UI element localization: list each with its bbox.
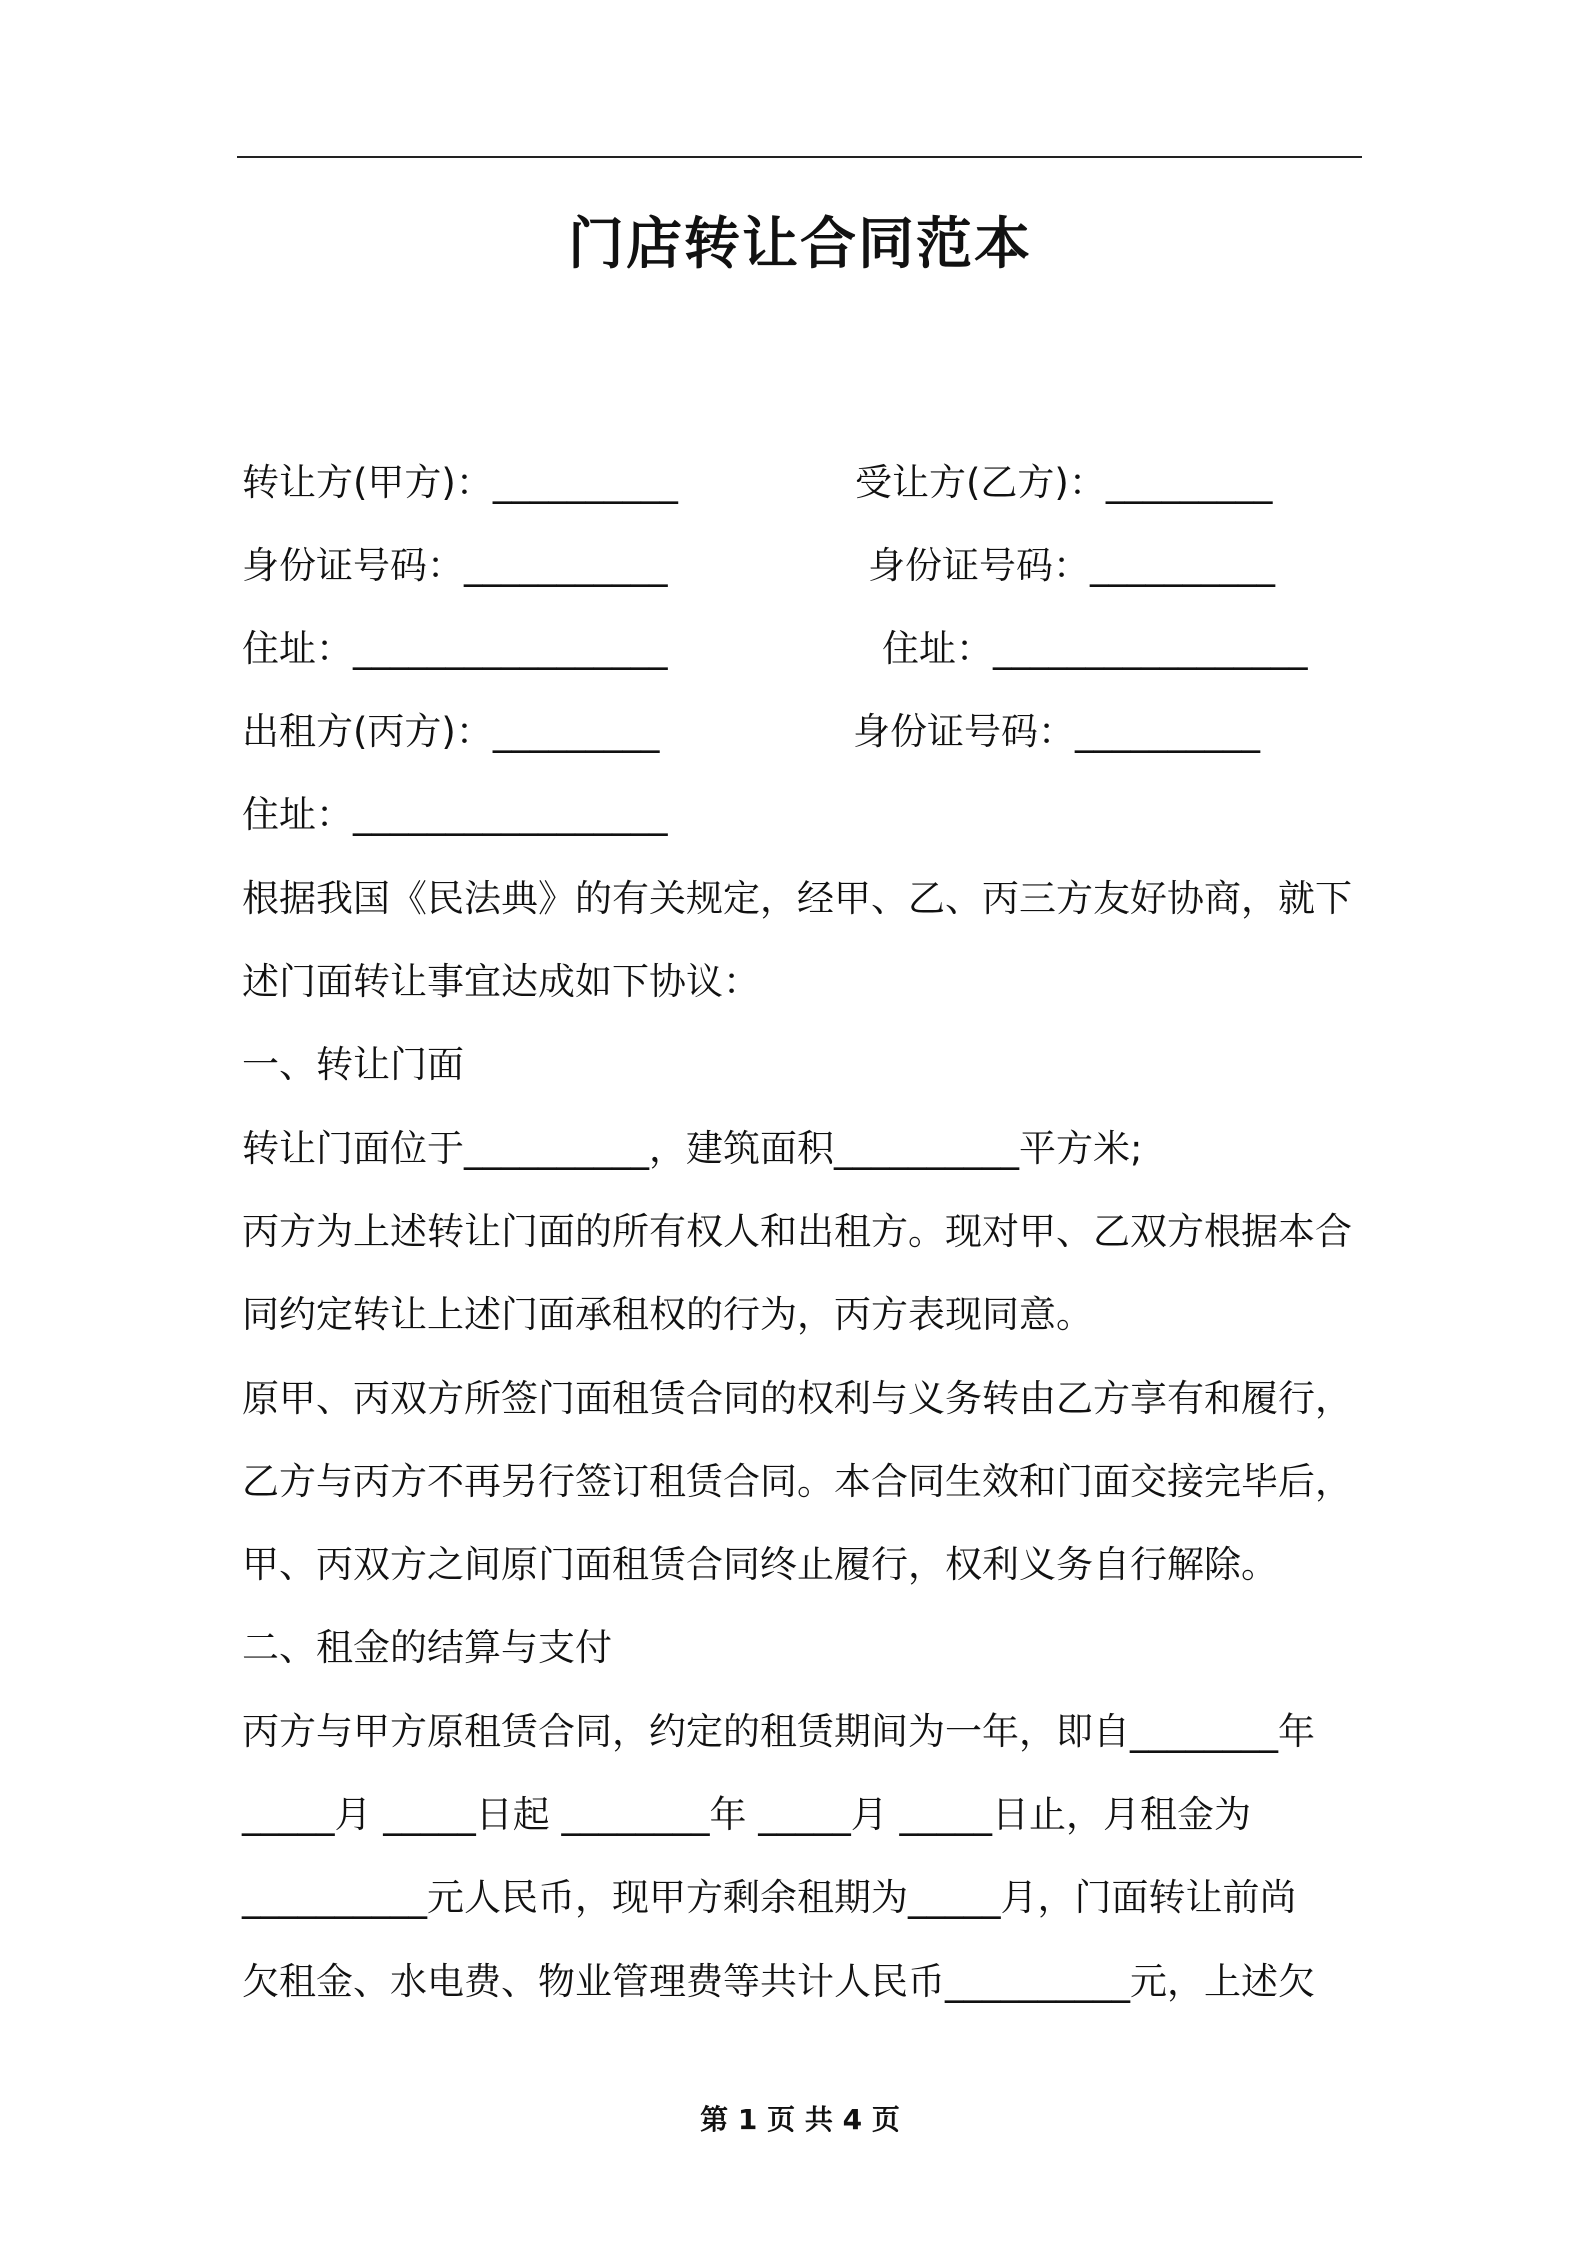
address-field-a: 住址：_________________ bbox=[242, 627, 668, 670]
body-line: 丙方与甲方原租赁合同，约定的租赁期间为一年，即自________年 bbox=[242, 1710, 1315, 1753]
lessor-field: 出租方(丙方)：_________ bbox=[242, 710, 660, 753]
id-field-a: 身份证号码：___________ bbox=[242, 544, 668, 587]
body-line: 述门面转让事宜达成如下协议： bbox=[242, 960, 760, 1003]
body-line: 甲、丙双方之间原门面租赁合同终止履行，权利义务自行解除。 bbox=[242, 1543, 1278, 1586]
transferee-field: 受让方(乙方)：_________ bbox=[855, 461, 1273, 504]
address-field-b: 住址：_________________ bbox=[882, 627, 1308, 670]
body-line: 原甲、丙双方所签门面租赁合同的权利与义务转由乙方享有和履行， bbox=[242, 1377, 1352, 1420]
body-line: 转让门面位于__________，建筑面积__________平方米; bbox=[242, 1127, 1143, 1170]
address-field-c: 住址：_________________ bbox=[242, 793, 668, 836]
transferor-field: 转让方(甲方)：__________ bbox=[242, 461, 678, 504]
body-line: 同约定转让上述门面承租权的行为，丙方表现同意。 bbox=[242, 1293, 1093, 1336]
header-rule bbox=[237, 156, 1362, 158]
section-heading: 二、租金的结算与支付 bbox=[242, 1626, 612, 1669]
body-line: 丙方为上述转让门面的所有权人和出租方。现对甲、乙双方根据本合 bbox=[242, 1210, 1352, 1253]
section-heading: 一、转让门面 bbox=[242, 1043, 464, 1086]
body-line: 欠租金、水电费、物业管理费等共计人民币__________元，上述欠 bbox=[242, 1960, 1315, 2003]
body-line: _____月 _____日起 ________年 _____月 _____日止，月租金为 bbox=[242, 1793, 1252, 1836]
body-line: 乙方与丙方不再另行签订租赁合同。本合同生效和门面交接完毕后， bbox=[242, 1460, 1352, 1503]
body-line: 根据我国《民法典》的有关规定，经甲、乙、丙三方友好协商，就下 bbox=[242, 877, 1352, 920]
document-title: 门店转让合同范本 bbox=[568, 212, 1032, 277]
body-line: __________元人民币，现甲方剩余租期为_____月，门面转让前尚 bbox=[242, 1876, 1297, 1919]
page-number: 第 1 页 共 4 页 bbox=[700, 2103, 900, 2136]
id-field-b: 身份证号码：__________ bbox=[868, 544, 1275, 587]
id-field-c: 身份证号码：__________ bbox=[853, 710, 1260, 753]
